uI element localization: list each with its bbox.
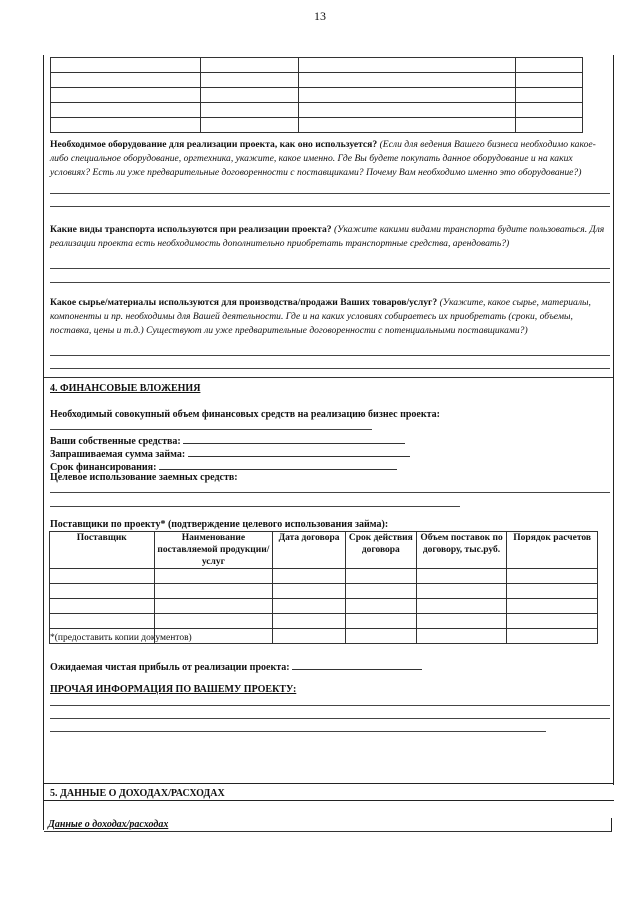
section-4-title: 4. ФИНАНСОВЫЕ ВЛОЖЕНИЯ bbox=[50, 383, 201, 394]
question-transport-bold: Какие виды транспорта используются при реализации проекта? bbox=[50, 224, 332, 235]
loan-amount-label: Запрашиваемая сумма займа: bbox=[50, 449, 186, 460]
question-equipment bbox=[50, 138, 610, 181]
section-divider bbox=[43, 783, 614, 784]
question-equipment-bold: Необходимое оборудование для реализации проекта, как оно используется? bbox=[50, 139, 378, 150]
section-divider bbox=[44, 831, 612, 832]
answer-line[interactable] bbox=[50, 268, 610, 269]
question-materials-hint: (Укажите, какое сырье, материалы, компоненты и пр. необходимы для Вашей деятельности. Где и на каких условиях собираетесь их приобретать (сроки, объемы, поставка, цены и т.д.) Существуют ли уже предварительные договоренности с потенциальными поставщиками?) bbox=[50, 297, 591, 337]
funding-term-label: Срок финансирования: bbox=[50, 462, 157, 473]
suppliers-table bbox=[49, 531, 598, 644]
col-supply-volume: Объем поставок по договору, тыс.руб. bbox=[416, 532, 507, 569]
page-number: 13 bbox=[314, 9, 326, 23]
table-header-row bbox=[50, 532, 598, 569]
table-row bbox=[50, 614, 598, 629]
section-5-subtitle: Данные о доходах/расходах bbox=[48, 819, 169, 830]
section-5-title: 5. ДАННЫЕ О ДОХОДАХ/РАСХОДАХ bbox=[50, 788, 225, 799]
col-contract-date: Дата договора bbox=[273, 532, 346, 569]
loan-purpose-label: Целевое использование заемных средств: bbox=[50, 472, 238, 483]
section-divider bbox=[43, 800, 614, 801]
expected-profit-field[interactable] bbox=[292, 659, 422, 670]
table-row bbox=[50, 599, 598, 614]
question-equipment-hint: (Если для ведения Вашего бизнеса необходимо какое-либо специальное оборудование, оргтехника, укажите, какое именно. Где Вы будете покупать данное оборудование и на каких условиях? Есть ли уже предварительные договоренности с поставщиками? Почему Вам необходимо именно это оборудование?) bbox=[50, 139, 596, 179]
table-row bbox=[51, 88, 583, 103]
question-transport bbox=[50, 223, 610, 251]
answer-line[interactable] bbox=[50, 282, 610, 283]
frame-left-border bbox=[43, 55, 44, 830]
table-row bbox=[50, 584, 598, 599]
col-supplier: Поставщик bbox=[50, 532, 155, 569]
col-contract-term: Срок действия договора bbox=[345, 532, 416, 569]
total-funds-field[interactable] bbox=[50, 429, 372, 430]
other-info-title: ПРОЧАЯ ИНФОРМАЦИЯ ПО ВАШЕМУ ПРОЕКТУ: bbox=[50, 684, 297, 695]
table-row bbox=[50, 569, 598, 584]
answer-line[interactable] bbox=[50, 705, 610, 706]
own-funds-label: Ваши собственные средства: bbox=[50, 436, 181, 447]
answer-line[interactable] bbox=[50, 368, 610, 369]
col-product: Наименование поставляемой продукции/услуг bbox=[154, 532, 273, 569]
funding-term-field[interactable] bbox=[159, 459, 397, 470]
loan-purpose-field[interactable] bbox=[50, 492, 610, 493]
question-materials bbox=[50, 296, 610, 339]
total-funds-label: Необходимый совокупный объем финансовых средств на реализацию бизнес проекта: bbox=[50, 409, 440, 420]
answer-line[interactable] bbox=[50, 206, 610, 207]
own-funds-field[interactable] bbox=[183, 433, 405, 444]
question-materials-bold: Какое сырье/материалы используются для производства/продажи Ваших товаров/услуг? bbox=[50, 297, 438, 308]
table-row bbox=[51, 118, 583, 133]
question-transport-hint: (Укажите какими видами транспорта будите пользоваться. Для реализации проекта есть необходимость дополнительно приобретать транспортные средства, арендовать?) bbox=[50, 224, 605, 250]
top-table bbox=[50, 57, 583, 133]
table-row bbox=[51, 103, 583, 118]
expected-profit-label: Ожидаемая чистая прибыль от реализации проекта: bbox=[50, 662, 290, 673]
answer-line[interactable] bbox=[50, 718, 610, 719]
answer-line[interactable] bbox=[50, 193, 610, 194]
suppliers-title: Поставщики по проекту* (подтверждение целевого использования займа): bbox=[50, 519, 389, 530]
col-payment-terms: Порядок расчетов bbox=[507, 532, 598, 569]
loan-purpose-field[interactable] bbox=[50, 506, 460, 507]
frame-right-border bbox=[613, 55, 614, 785]
answer-line[interactable] bbox=[50, 355, 610, 356]
loan-amount-field[interactable] bbox=[188, 446, 410, 457]
suppliers-footnote: *(предоставить копии документов) bbox=[50, 633, 192, 643]
table-row bbox=[51, 73, 583, 88]
answer-line[interactable] bbox=[50, 731, 546, 732]
table-row bbox=[51, 58, 583, 73]
section-divider bbox=[44, 377, 613, 378]
frame-right-border-lower bbox=[611, 818, 612, 832]
